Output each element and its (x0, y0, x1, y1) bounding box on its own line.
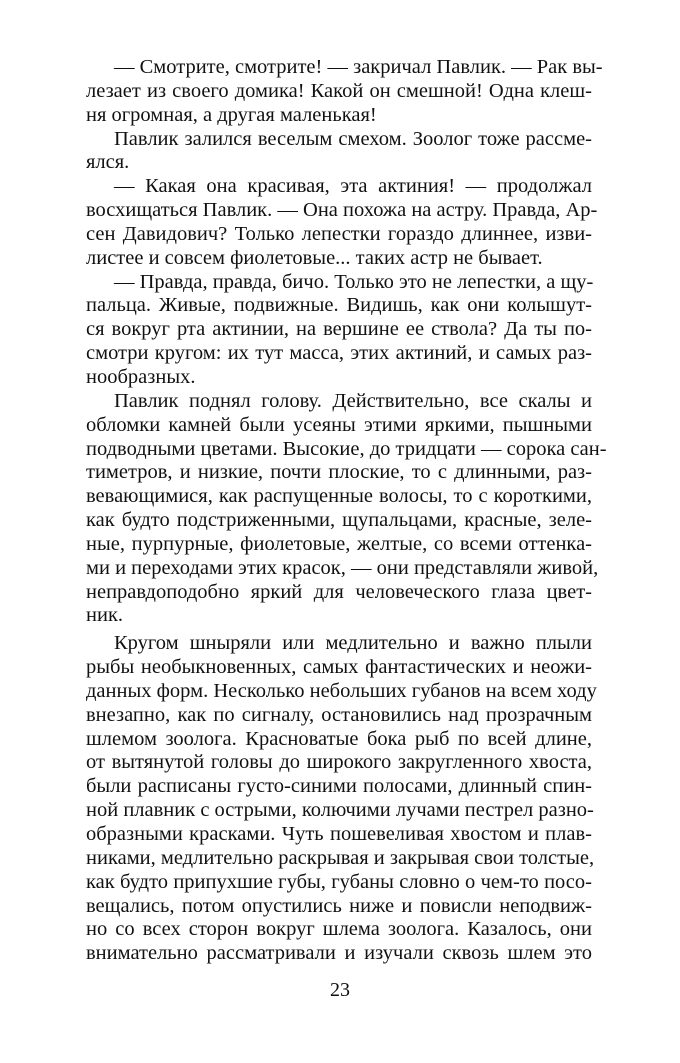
text-line: никами, медлительно раскрывая и закрывая свои толстые, (86, 846, 595, 869)
paragraph (86, 175, 598, 270)
paragraph (86, 632, 597, 966)
text-line: Кругом шныряли или медлительно и важно плыли (114, 632, 592, 655)
text-line: вещались, потом опустились ниже и повисли неподвиж- (86, 894, 592, 917)
text-line: ся вокруг рта актинии, на вершине ее ствола? Да ты по- (86, 318, 592, 341)
text-line: восхищаться Павлик. — Она похожа на астру. Правда, Ар- (86, 199, 598, 222)
text-line: но со всех сторон вокруг шлема зоолога. Казалось, они (86, 918, 592, 941)
paragraph (86, 128, 592, 176)
text-line: — Какая она красивая, эта актиния! — продолжал (114, 175, 592, 198)
text-line: лезает из своего домика! Какой он смешной! Одна клеш- (86, 79, 592, 102)
paragraph (86, 56, 603, 128)
text-line: внимательно рассматривали и изучали сквозь шлем это (86, 942, 592, 965)
text-line: обломки камней были усеяны этими яркими, пышными (86, 413, 592, 436)
text-line: вевающимися, как распущенные волосы, то с короткими, (86, 485, 592, 508)
text-line: образными красками. Чуть пошевеливая хвостом и плав- (86, 823, 592, 845)
text-line: — Смотрите, смотрите! — закричал Павлик. — Рак вы- (114, 56, 603, 78)
text-line: пальца. Живые, подвижные. Видишь, как они колышут- (86, 294, 592, 317)
text-line: подводными цветами. Высокие, до тридцати — сорока сан- (86, 437, 607, 460)
text-line: ми и переходами этих красок, — они представляли живой, (86, 556, 599, 579)
text-line: данных форм. Несколько небольших губанов на всем ходу (86, 679, 597, 702)
paragraph (86, 271, 592, 390)
text-line: нообразных. (86, 365, 196, 388)
text-line: ник. (86, 604, 124, 627)
text-line: — Правда, правда, бичо. Только это не лепестки, а щу- (114, 270, 594, 293)
text-line: рыбы необыкновенных, самых фантастических и неожи- (86, 656, 592, 679)
text-line: от вытянутой головы до широкого закругленного хвоста, (86, 751, 592, 774)
text-line: шлемом зоолога. Красноватые бока рыб по всей длине, (86, 727, 592, 750)
text-line: как будто припухшие губы, губаны словно о чем-то посо- (86, 870, 592, 893)
text-line: как будто подстриженными, щупальцами, красные, зеле- (86, 509, 592, 532)
text-line: листее и совсем фиолетовые... таких астр не бывает. (86, 246, 543, 269)
text-line: тиметров, и низкие, почти плоские, то с длинными, раз- (86, 461, 592, 484)
text-line: неправдоподобно яркий для человеческого глаза цвет- (86, 580, 592, 603)
text-line: Павлик залился веселым смехом. Зоолог тоже рассме- (114, 127, 592, 150)
text-line: смотри кругом: их тут масса, этих актиний, и самых раз- (86, 342, 592, 365)
text-line: ня огромная, а другая маленькая! (86, 103, 377, 126)
paragraph (86, 389, 607, 628)
text-line: ные, пурпурные, фиолетовые, желтые, со всеми оттенка- (86, 532, 592, 555)
text-line: были расписаны густо-синими полосами, длинный спин- (86, 775, 592, 798)
text-line: ялся. (86, 151, 130, 174)
text-line: Павлик поднял голову. Действительно, все скалы и (114, 389, 592, 412)
page-number: 23 (330, 979, 350, 1001)
text-line: ной плавник с острыми, колючими лучами пестрел разно- (86, 799, 594, 822)
page-body (86, 56, 607, 966)
text-line: сен Давидович? Только лепестки гораздо длиннее, изви- (86, 222, 592, 245)
text-line: внезапно, как по сигналу, остановились над прозрачным (86, 703, 592, 726)
